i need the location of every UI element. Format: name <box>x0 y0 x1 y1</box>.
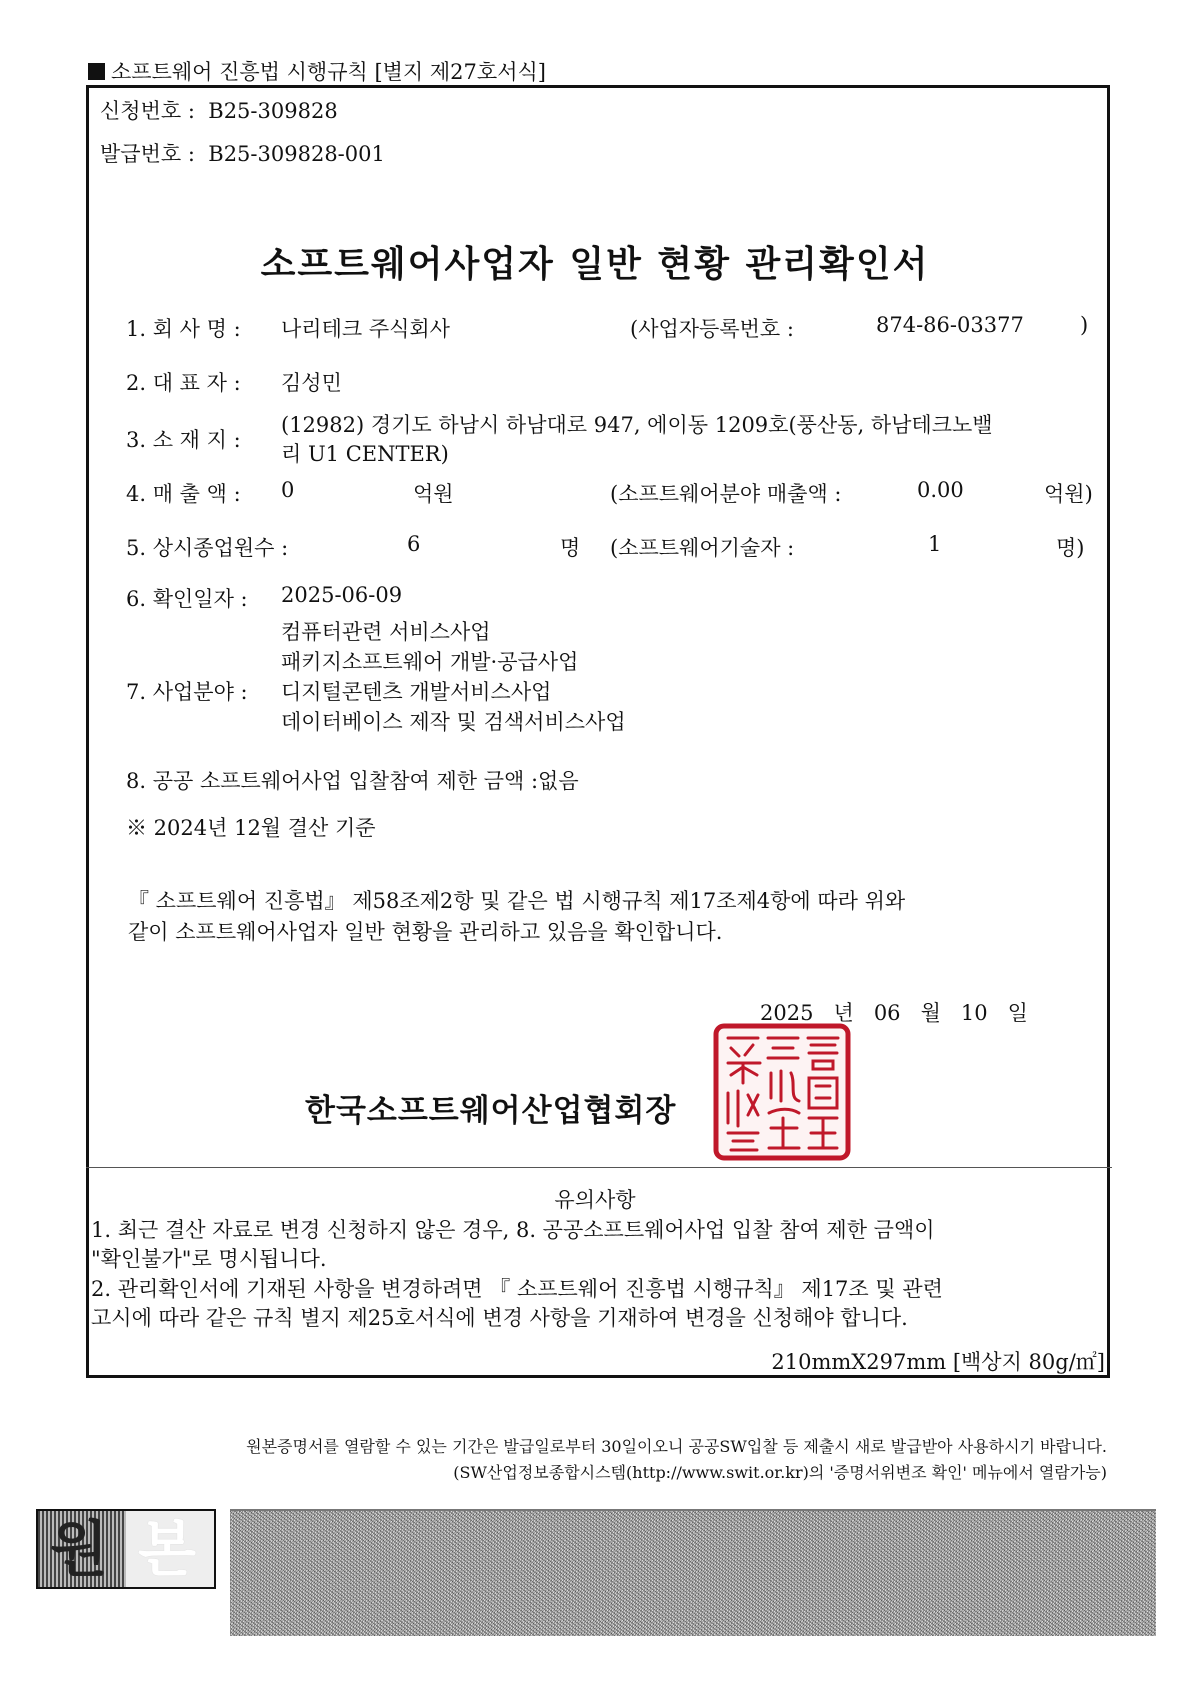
year: 2025 <box>760 1001 814 1025</box>
sw-sales-label: (소프트웨어분야 매출액 : <box>610 482 842 506</box>
application-number <box>100 95 338 125</box>
bid-limit-value: 없음 <box>538 769 579 793</box>
month-unit: 월 <box>920 1001 941 1025</box>
reg-no-close: ) <box>1080 313 1089 337</box>
notes-divider <box>86 1167 1112 1168</box>
bid-limit <box>126 765 579 795</box>
issue-number <box>100 138 385 168</box>
issuer-name: 한국소프트웨어산업협회장 <box>305 1093 677 1129</box>
value: B25-309828-001 <box>208 142 385 166</box>
form-header-text: 소프트웨어 진흥법 시행규칙 [별지 제27호서식] <box>111 60 546 84</box>
reg-no-label: (사업자등록번호 : <box>630 317 794 341</box>
statement-line: 같이 소프트웨어사업자 일반 현황을 관리하고 있음을 확인합니다. <box>128 920 723 944</box>
form-header <box>88 56 546 86</box>
employees-unit: 명 <box>560 536 581 560</box>
business-label: 7. 사업분야 : <box>126 680 248 704</box>
address-label: 3. 소 재 지 : <box>126 428 241 452</box>
business-field: 패키지소프트웨어 개발·공급사업 <box>281 650 579 674</box>
sales-value: 0 <box>281 478 295 502</box>
bid-limit-label: 8. 공공 소프트웨어사업 입찰참여 제한 금액 : <box>126 769 539 793</box>
sw-engineers-value: 1 <box>928 532 942 556</box>
sw-sales-unit: 억원) <box>1044 482 1093 506</box>
paper-spec: 210mmX297mm [백상지 80g/㎡] <box>771 1350 1105 1374</box>
mark-char-right: 본 <box>138 1515 196 1585</box>
ceo-label: 2. 대 표 자 : <box>126 371 241 395</box>
business-field: 디지털콘텐츠 개발서비스사업 <box>281 680 552 704</box>
month: 06 <box>873 1001 901 1025</box>
ceo-name: 김성민 <box>281 371 342 395</box>
security-barcode-pattern <box>230 1509 1156 1636</box>
original-certificate-mark <box>36 1509 216 1589</box>
year-unit: 년 <box>833 1001 854 1025</box>
official-seal-icon <box>713 1023 851 1161</box>
settlement-basis: ※ 2024년 12월 결산 기준 <box>126 816 376 840</box>
company-label: 1. 회 사 명 : <box>126 317 241 341</box>
note-line: 1. 최근 결산 자료로 변경 신청하지 않은 경우, 8. 공공소프트웨어사업 입찰 참여 제한 금액이 <box>91 1218 935 1242</box>
address-line2: 리 U1 CENTER) <box>281 442 449 466</box>
note-line: 2. 관리확인서에 기재된 사항을 변경하려면 『 소프트웨어 진흥법 시행규칙』 제17조 및 관련 <box>91 1277 943 1301</box>
sw-sales-value: 0.00 <box>917 478 964 502</box>
sales-unit: 억원 <box>413 482 454 506</box>
label: 신청번호 : <box>100 99 195 123</box>
address-line1: (12982) 경기도 하남시 하남대로 947, 에이동 1209호(풍산동, 하남테크노밸 <box>281 413 993 437</box>
employees-value: 6 <box>407 532 421 556</box>
label: 발급번호 : <box>100 142 195 166</box>
sw-engineers-label: (소프트웨어기술자 : <box>610 536 795 560</box>
company-name: 나리테크 주식회사 <box>281 317 450 341</box>
reg-no-value: 874-86-03377 <box>876 313 1024 337</box>
employees-label: 5. 상시종업원수 : <box>126 536 289 560</box>
notes-title: 유의사항 <box>554 1188 636 1212</box>
note-line: "확인불가"로 명시됩니다. <box>91 1247 327 1271</box>
day-unit: 일 <box>1007 1001 1028 1025</box>
business-field: 컴퓨터관련 서비스사업 <box>281 620 491 644</box>
value: B25-309828 <box>208 99 338 123</box>
footer-notice: 원본증명서를 열람할 수 있는 기간은 발급일로부터 30일이오니 공공SW입찰 등 제출시 새로 발급받아 사용하시기 바랍니다. <box>246 1437 1107 1456</box>
confirm-date-label: 6. 확인일자 : <box>126 587 248 611</box>
document-title: 소프트웨어사업자 일반 현황 관리확인서 <box>260 243 930 285</box>
business-field: 데이터베이스 제작 및 검색서비스사업 <box>281 710 626 734</box>
sw-engineers-unit: 명) <box>1056 536 1085 560</box>
footer-verify-info: (SW산업정보종합시스템(http://www.swit.or.kr)의 '증명서위변조 확인' 메뉴에서 열람가능) <box>453 1463 1107 1482</box>
mark-char-left: 원 <box>50 1515 108 1585</box>
sales-label: 4. 매 출 액 : <box>126 482 241 506</box>
note-line: 고시에 따라 같은 규칙 별지 제25호서식에 변경 사항을 기재하여 변경을 신청해야 합니다. <box>91 1306 908 1330</box>
statement-line: 『 소프트웨어 진흥법』 제58조제2항 및 같은 법 시행규칙 제17조제4항에 따라 위와 <box>128 889 906 913</box>
confirm-date-value: 2025-06-09 <box>281 583 403 607</box>
day: 10 <box>960 1001 988 1025</box>
square-bullet-icon <box>88 63 105 80</box>
